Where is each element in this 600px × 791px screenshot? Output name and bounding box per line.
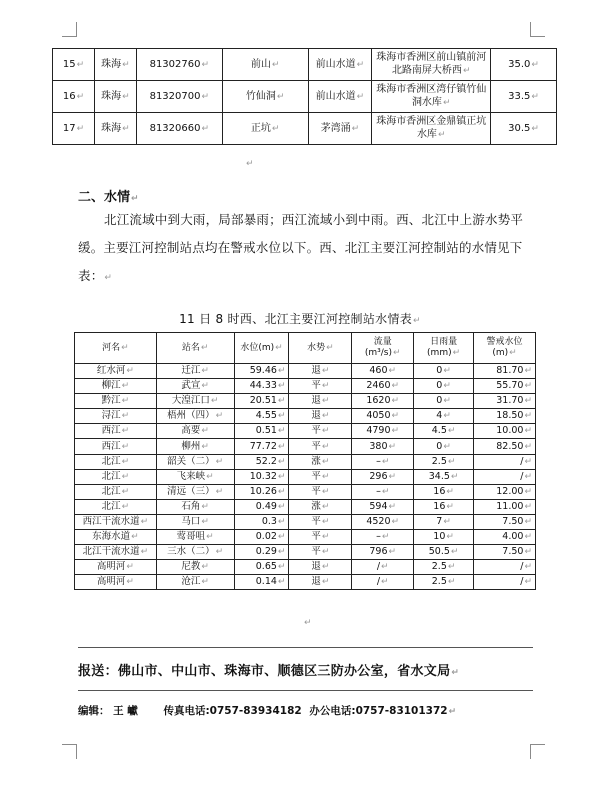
station-city-cell: 珠海↵ [94, 81, 136, 113]
table-row [75, 499, 536, 514]
level-cell: 0.02↵ [234, 530, 289, 545]
station-no-cell: 16↵ [53, 81, 95, 113]
header-river: 河名↵ [75, 333, 157, 364]
trend-cell: 退↵ [289, 394, 352, 409]
editor-name: 王 巘 [113, 705, 138, 717]
divider-line [78, 690, 533, 691]
footer-contact: 编辑： 王 巘 传真电话:0757-83934182 办公电话:0757-83101372↵ [78, 705, 457, 717]
rain-cell: 2.5↵ [414, 560, 474, 575]
rain-cell: 0↵ [414, 379, 474, 394]
flow-cell: 4520↵ [352, 514, 414, 529]
river-cell: 高明河↵ [75, 575, 157, 590]
river-cell: 西江干流水道↵ [75, 514, 157, 529]
river-cell: 北江↵ [75, 454, 157, 469]
station-value-cell: 30.5↵ [491, 113, 557, 145]
warning-cell: /↵ [474, 469, 536, 484]
river-cell: 北江↵ [75, 499, 157, 514]
river-cell: 北江↵ [75, 469, 157, 484]
trend-cell: 平↵ [289, 424, 352, 439]
river-cell: 柳江↵ [75, 379, 157, 394]
station-address-cell: 珠海市香洲区金鼎镇正坑水库↵ [372, 113, 491, 145]
river-cell: 浔江↵ [75, 409, 157, 424]
rain-cell: 0↵ [414, 439, 474, 454]
flow-cell: 2460↵ [352, 379, 414, 394]
rain-cell: 7↵ [414, 514, 474, 529]
station-address-cell: 珠海市香洲区前山镇前河北路南屏大桥西↵ [372, 49, 491, 81]
table-row [75, 560, 536, 575]
table-row [75, 484, 536, 499]
rain-cell: 2.5↵ [414, 575, 474, 590]
station-channel-cell: 前山水道↵ [308, 81, 372, 113]
river-cell: 西江↵ [75, 424, 157, 439]
station-channel-cell: 前山水道↵ [308, 49, 372, 81]
station-cell: 迁江↵ [156, 364, 234, 379]
warning-cell: 10.00↵ [474, 424, 536, 439]
flow-cell: –↵ [352, 484, 414, 499]
paragraph-mark: ↵ [246, 159, 254, 169]
flow-cell: 594↵ [352, 499, 414, 514]
river-cell: 北江干流水道↵ [75, 545, 157, 560]
flow-cell: 296↵ [352, 469, 414, 484]
rain-cell: 34.5↵ [414, 469, 474, 484]
level-cell: 0.3↵ [234, 514, 289, 529]
warning-cell: 11.00↵ [474, 499, 536, 514]
table-row [75, 439, 536, 454]
fax-label: 传真电话: [163, 705, 210, 717]
station-cell: 高要↵ [156, 424, 234, 439]
rain-cell: 4↵ [414, 409, 474, 424]
station-cell: 马口↵ [156, 514, 234, 529]
divider-line [78, 647, 533, 648]
header-flow: 流量 (m³/s)↵ [352, 333, 414, 364]
level-cell: 52.2↵ [234, 454, 289, 469]
trend-cell: 退↵ [289, 364, 352, 379]
station-cell: 韶关（二）↵ [156, 454, 234, 469]
station-name-cell: 前山↵ [222, 49, 308, 81]
crop-mark-bottom-right [530, 744, 545, 759]
warning-cell: 31.70↵ [474, 394, 536, 409]
station-row [53, 49, 557, 81]
warning-cell: 81.70↵ [474, 364, 536, 379]
warning-cell: 12.00↵ [474, 484, 536, 499]
flow-cell: 460↵ [352, 364, 414, 379]
table-row [75, 364, 536, 379]
report-recipients: 报送：佛山市、中山市、珠海市、顺德区三防办公室，省水文局↵ [78, 664, 460, 679]
warning-cell: 4.00↵ [474, 530, 536, 545]
station-cell: 石角↵ [156, 499, 234, 514]
river-cell: 红水河↵ [75, 364, 157, 379]
table-row [75, 575, 536, 590]
trend-cell: 平↵ [289, 530, 352, 545]
station-address-cell: 珠海市香洲区湾仔镇竹仙洞水库↵ [372, 81, 491, 113]
warning-cell: 7.50↵ [474, 545, 536, 560]
level-cell: 10.26↵ [234, 484, 289, 499]
river-cell: 黔江↵ [75, 394, 157, 409]
station-cell: 清远（三）↵ [156, 484, 234, 499]
level-cell: 77.72↵ [234, 439, 289, 454]
warning-cell: 82.50↵ [474, 439, 536, 454]
rain-cell: 10↵ [414, 530, 474, 545]
flow-cell: 1620↵ [352, 394, 414, 409]
trend-cell: 平↵ [289, 439, 352, 454]
flow-cell: /↵ [352, 560, 414, 575]
warning-cell: 18.50↵ [474, 409, 536, 424]
rain-cell: 2.5↵ [414, 454, 474, 469]
trend-cell: 退↵ [289, 560, 352, 575]
rain-cell: 0↵ [414, 394, 474, 409]
station-code-cell: 81320660↵ [136, 113, 222, 145]
warning-cell: 55.70↵ [474, 379, 536, 394]
crop-mark-top-left [62, 22, 77, 37]
station-row [53, 113, 557, 145]
trend-cell: 涨↵ [289, 454, 352, 469]
warning-cell: /↵ [474, 454, 536, 469]
station-cell: 梧州（四）↵ [156, 409, 234, 424]
table-row [75, 469, 536, 484]
table-row [75, 545, 536, 560]
station-cell: 柳州↵ [156, 439, 234, 454]
section-paragraph: 北江流域中到大雨，局部暴雨；西江流域小到中雨。西、北江中上游水势平缓。主要江河控制站点均在警戒水位以下。西、北江主要江河控制站的水情见下表：↵ [78, 212, 524, 283]
trend-cell: 退↵ [289, 575, 352, 590]
station-cell: 武宣↵ [156, 379, 234, 394]
warning-cell: /↵ [474, 560, 536, 575]
rain-cell: 4.5↵ [414, 424, 474, 439]
paragraph-mark: ↵ [304, 618, 312, 628]
trend-cell: 平↵ [289, 514, 352, 529]
rain-cell: 16↵ [414, 499, 474, 514]
trend-cell: 平↵ [289, 379, 352, 394]
station-cell: 飞来峡↵ [156, 469, 234, 484]
station-code-cell: 81302760↵ [136, 49, 222, 81]
station-table [52, 48, 557, 145]
crop-mark-bottom-left [62, 744, 77, 759]
station-city-cell: 珠海↵ [94, 49, 136, 81]
flow-cell: 4050↵ [352, 409, 414, 424]
flow-cell: /↵ [352, 575, 414, 590]
trend-cell: 退↵ [289, 409, 352, 424]
trend-cell: 平↵ [289, 545, 352, 560]
office-number: 0757-83101372 [355, 705, 448, 717]
header-level: 水位(m)↵ [234, 333, 289, 364]
station-value-cell: 33.5↵ [491, 81, 557, 113]
editor-label: 编辑： [78, 705, 110, 717]
station-cell: 尼教↵ [156, 560, 234, 575]
river-cell: 东海水道↵ [75, 530, 157, 545]
river-cell: 高明河↵ [75, 560, 157, 575]
river-cell: 北江↵ [75, 484, 157, 499]
level-cell: 59.46↵ [234, 364, 289, 379]
header-warning: 警戒水位 (m)↵ [474, 333, 536, 364]
table-header-row [75, 333, 536, 364]
station-no-cell: 15↵ [53, 49, 95, 81]
table-row [75, 514, 536, 529]
rain-cell: 50.5↵ [414, 545, 474, 560]
station-no-cell: 17↵ [53, 113, 95, 145]
station-cell: 大湟江口↵ [156, 394, 234, 409]
flow-cell: –↵ [352, 454, 414, 469]
fax-number: 0757-83934182 [209, 705, 302, 717]
office-label: 办公电话: [309, 705, 356, 717]
table-row [75, 379, 536, 394]
rain-cell: 0↵ [414, 364, 474, 379]
level-cell: 44.33↵ [234, 379, 289, 394]
header-station: 站名↵ [156, 333, 234, 364]
level-cell: 10.32↵ [234, 469, 289, 484]
trend-cell: 平↵ [289, 469, 352, 484]
header-trend: 水势↵ [289, 333, 352, 364]
station-city-cell: 珠海↵ [94, 113, 136, 145]
section-heading: 二、水情↵ [78, 190, 139, 205]
table-caption: 11 日 8 时西、北江主要江河控制站水情表↵ [179, 312, 421, 326]
flow-cell: –↵ [352, 530, 414, 545]
flow-cell: 380↵ [352, 439, 414, 454]
table-row [75, 454, 536, 469]
station-row [53, 81, 557, 113]
station-code-cell: 81320700↵ [136, 81, 222, 113]
rain-cell: 16↵ [414, 484, 474, 499]
table-row [75, 424, 536, 439]
river-cell: 西江↵ [75, 439, 157, 454]
warning-cell: 7.50↵ [474, 514, 536, 529]
level-cell: 0.49↵ [234, 499, 289, 514]
table-row [75, 394, 536, 409]
level-cell: 20.51↵ [234, 394, 289, 409]
level-cell: 4.55↵ [234, 409, 289, 424]
flow-cell: 796↵ [352, 545, 414, 560]
station-name-cell: 竹仙洞↵ [222, 81, 308, 113]
station-value-cell: 35.0↵ [491, 49, 557, 81]
trend-cell: 涨↵ [289, 499, 352, 514]
header-rain: 日雨量 (mm)↵ [414, 333, 474, 364]
water-level-table [74, 332, 536, 590]
station-cell: 沧江↵ [156, 575, 234, 590]
table-row [75, 530, 536, 545]
level-cell: 0.51↵ [234, 424, 289, 439]
level-cell: 0.14↵ [234, 575, 289, 590]
warning-cell: /↵ [474, 575, 536, 590]
level-cell: 0.29↵ [234, 545, 289, 560]
station-channel-cell: 茅湾涌↵ [308, 113, 372, 145]
station-cell: 莺哥咀↵ [156, 530, 234, 545]
crop-mark-top-right [530, 22, 545, 37]
table-row [75, 409, 536, 424]
flow-cell: 4790↵ [352, 424, 414, 439]
level-cell: 0.65↵ [234, 560, 289, 575]
station-cell: 三水（二）↵ [156, 545, 234, 560]
station-name-cell: 正坑↵ [222, 113, 308, 145]
trend-cell: 平↵ [289, 484, 352, 499]
